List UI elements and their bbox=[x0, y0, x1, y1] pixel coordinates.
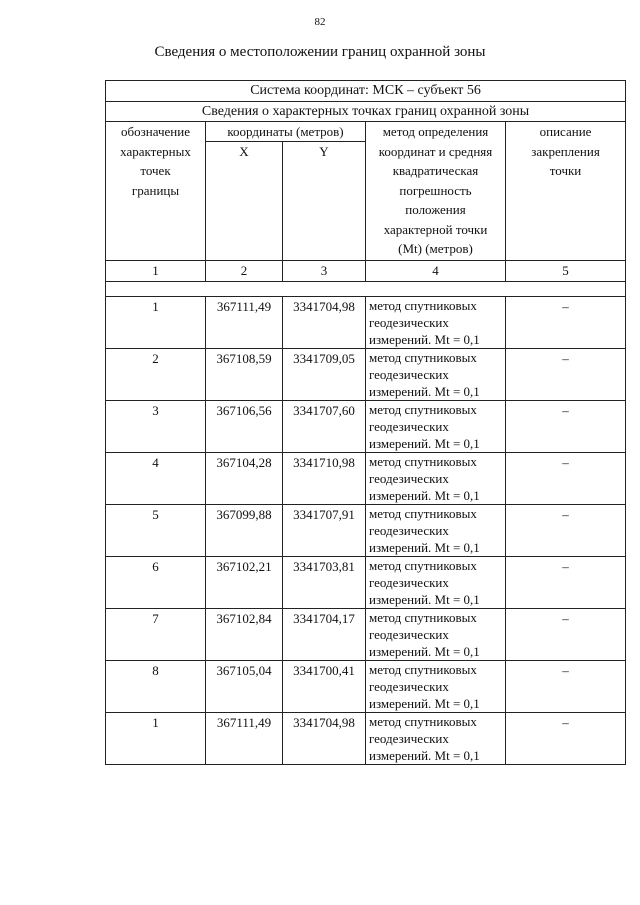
y-cell: 3341709,05 bbox=[283, 348, 366, 400]
method-line: измерений. Mt = 0,1 bbox=[369, 643, 480, 659]
method-line: геодезических bbox=[369, 470, 449, 486]
y-cell: 3341707,91 bbox=[283, 504, 366, 556]
method-line: метод спутниковых bbox=[369, 505, 477, 521]
method-line: геодезических bbox=[369, 574, 449, 590]
method-line: геодезических bbox=[369, 314, 449, 330]
header-method-line: метод определения bbox=[382, 124, 489, 139]
x-cell: 367099,88 bbox=[206, 504, 283, 556]
y-cell: 3341710,98 bbox=[283, 452, 366, 504]
header-coordinates: координаты (метров) bbox=[206, 122, 366, 142]
point-cell: 6 bbox=[106, 556, 206, 608]
method-line: измерений. Mt = 0,1 bbox=[369, 331, 480, 347]
y-cell: 3341703,81 bbox=[283, 556, 366, 608]
method-cell bbox=[366, 712, 506, 764]
description-cell: – bbox=[506, 556, 626, 608]
method-line: измерений. Mt = 0,1 bbox=[369, 487, 480, 503]
y-cell: 3341704,98 bbox=[283, 712, 366, 764]
section-title-cell: Сведения о характерных точках границ охранной зоны bbox=[106, 101, 626, 122]
method-line: метод спутниковых bbox=[369, 297, 477, 313]
header-method-line: (Mt) (метров) bbox=[398, 241, 473, 256]
x-cell: 367111,49 bbox=[206, 712, 283, 764]
method-line: геодезических bbox=[369, 366, 449, 382]
method-line: метод спутниковых bbox=[369, 349, 477, 365]
method-cell bbox=[366, 452, 506, 504]
document-title: Сведения о местоположении границ охранной зоны bbox=[154, 44, 486, 60]
y-cell: 3341707,60 bbox=[283, 400, 366, 452]
method-cell bbox=[366, 296, 506, 348]
header-method-line: положения bbox=[405, 202, 466, 217]
x-cell: 367108,59 bbox=[206, 348, 283, 400]
header-designation-line: точек bbox=[140, 163, 171, 178]
method-line: метод спутниковых bbox=[369, 453, 477, 469]
method-cell bbox=[366, 504, 506, 556]
section-title-row bbox=[106, 101, 626, 122]
header-method-line: квадратическая bbox=[392, 163, 479, 178]
x-cell: 367111,49 bbox=[206, 296, 283, 348]
header-method-line: координат и средняя bbox=[378, 143, 493, 159]
method-line: измерений. Mt = 0,1 bbox=[369, 383, 480, 399]
description-cell: – bbox=[506, 348, 626, 400]
point-cell: 4 bbox=[106, 452, 206, 504]
description-cell: – bbox=[506, 608, 626, 660]
method-line: измерений. Mt = 0,1 bbox=[369, 695, 480, 711]
description-cell: – bbox=[506, 712, 626, 764]
x-cell: 367102,21 bbox=[206, 556, 283, 608]
y-cell: 3341704,17 bbox=[283, 608, 366, 660]
description-cell: – bbox=[506, 504, 626, 556]
method-line: геодезических bbox=[369, 418, 449, 434]
x-cell: 367106,56 bbox=[206, 400, 283, 452]
method-cell bbox=[366, 400, 506, 452]
header-designation-line: обозначение bbox=[121, 124, 190, 139]
header-method bbox=[366, 122, 506, 261]
header-method-line: погрешность bbox=[399, 182, 472, 198]
header-y: Y bbox=[283, 142, 366, 261]
method-line: метод спутниковых bbox=[369, 713, 477, 729]
table-row bbox=[106, 296, 626, 348]
header-designation-line: характерных bbox=[120, 143, 191, 159]
method-line: измерений. Mt = 0,1 bbox=[369, 435, 480, 451]
point-cell: 3 bbox=[106, 400, 206, 452]
table-row bbox=[106, 660, 626, 712]
table-row bbox=[106, 452, 626, 504]
point-cell: 8 bbox=[106, 660, 206, 712]
x-cell: 367102,84 bbox=[206, 608, 283, 660]
method-line: геодезических bbox=[369, 678, 449, 694]
empty-row bbox=[106, 281, 626, 296]
column-number: 1 bbox=[106, 261, 206, 282]
table-row bbox=[106, 608, 626, 660]
header-description bbox=[506, 122, 626, 261]
method-cell bbox=[366, 660, 506, 712]
description-cell: – bbox=[506, 452, 626, 504]
method-line: геодезических bbox=[369, 522, 449, 538]
method-cell bbox=[366, 608, 506, 660]
column-numbers-row bbox=[106, 261, 626, 282]
method-line: измерений. Mt = 0,1 bbox=[369, 747, 480, 763]
column-number: 3 bbox=[283, 261, 366, 282]
empty-cell bbox=[106, 281, 626, 296]
header-description-line: описание bbox=[539, 124, 592, 139]
coordinate-system-cell: Система координат: МСК – субъект 56 bbox=[106, 81, 626, 102]
point-cell: 2 bbox=[106, 348, 206, 400]
header-designation-line: границы bbox=[131, 182, 180, 198]
column-number: 4 bbox=[366, 261, 506, 282]
page-number: 82 bbox=[314, 16, 326, 28]
x-cell: 367105,04 bbox=[206, 660, 283, 712]
column-number: 2 bbox=[206, 261, 283, 282]
header-method-line: характерной точки bbox=[383, 221, 488, 237]
method-line: измерений. Mt = 0,1 bbox=[369, 539, 480, 555]
y-cell: 3341700,41 bbox=[283, 660, 366, 712]
method-cell bbox=[366, 556, 506, 608]
description-cell: – bbox=[506, 400, 626, 452]
method-line: геодезических bbox=[369, 730, 449, 746]
method-line: метод спутниковых bbox=[369, 401, 477, 417]
header-row-top bbox=[106, 122, 626, 142]
point-cell: 1 bbox=[106, 296, 206, 348]
x-cell: 367104,28 bbox=[206, 452, 283, 504]
point-cell: 7 bbox=[106, 608, 206, 660]
method-line: метод спутниковых bbox=[369, 557, 477, 573]
method-cell bbox=[366, 348, 506, 400]
table-row bbox=[106, 712, 626, 764]
header-designation bbox=[106, 122, 206, 261]
y-cell: 3341704,98 bbox=[283, 296, 366, 348]
table-row bbox=[106, 504, 626, 556]
table-row bbox=[106, 556, 626, 608]
coordinate-system-row bbox=[106, 81, 626, 102]
header-description-line: точки bbox=[549, 163, 582, 178]
method-line: измерений. Mt = 0,1 bbox=[369, 591, 480, 607]
table-row bbox=[106, 348, 626, 400]
method-line: геодезических bbox=[369, 626, 449, 642]
table-row bbox=[106, 400, 626, 452]
boundary-points-table bbox=[105, 80, 626, 765]
point-cell: 1 bbox=[106, 712, 206, 764]
method-line: метод спутниковых bbox=[369, 661, 477, 677]
description-cell: – bbox=[506, 296, 626, 348]
method-line: метод спутниковых bbox=[369, 609, 477, 625]
description-cell: – bbox=[506, 660, 626, 712]
point-cell: 5 bbox=[106, 504, 206, 556]
header-x: X bbox=[206, 142, 283, 261]
column-number: 5 bbox=[506, 261, 626, 282]
header-description-line: закрепления bbox=[531, 143, 600, 159]
